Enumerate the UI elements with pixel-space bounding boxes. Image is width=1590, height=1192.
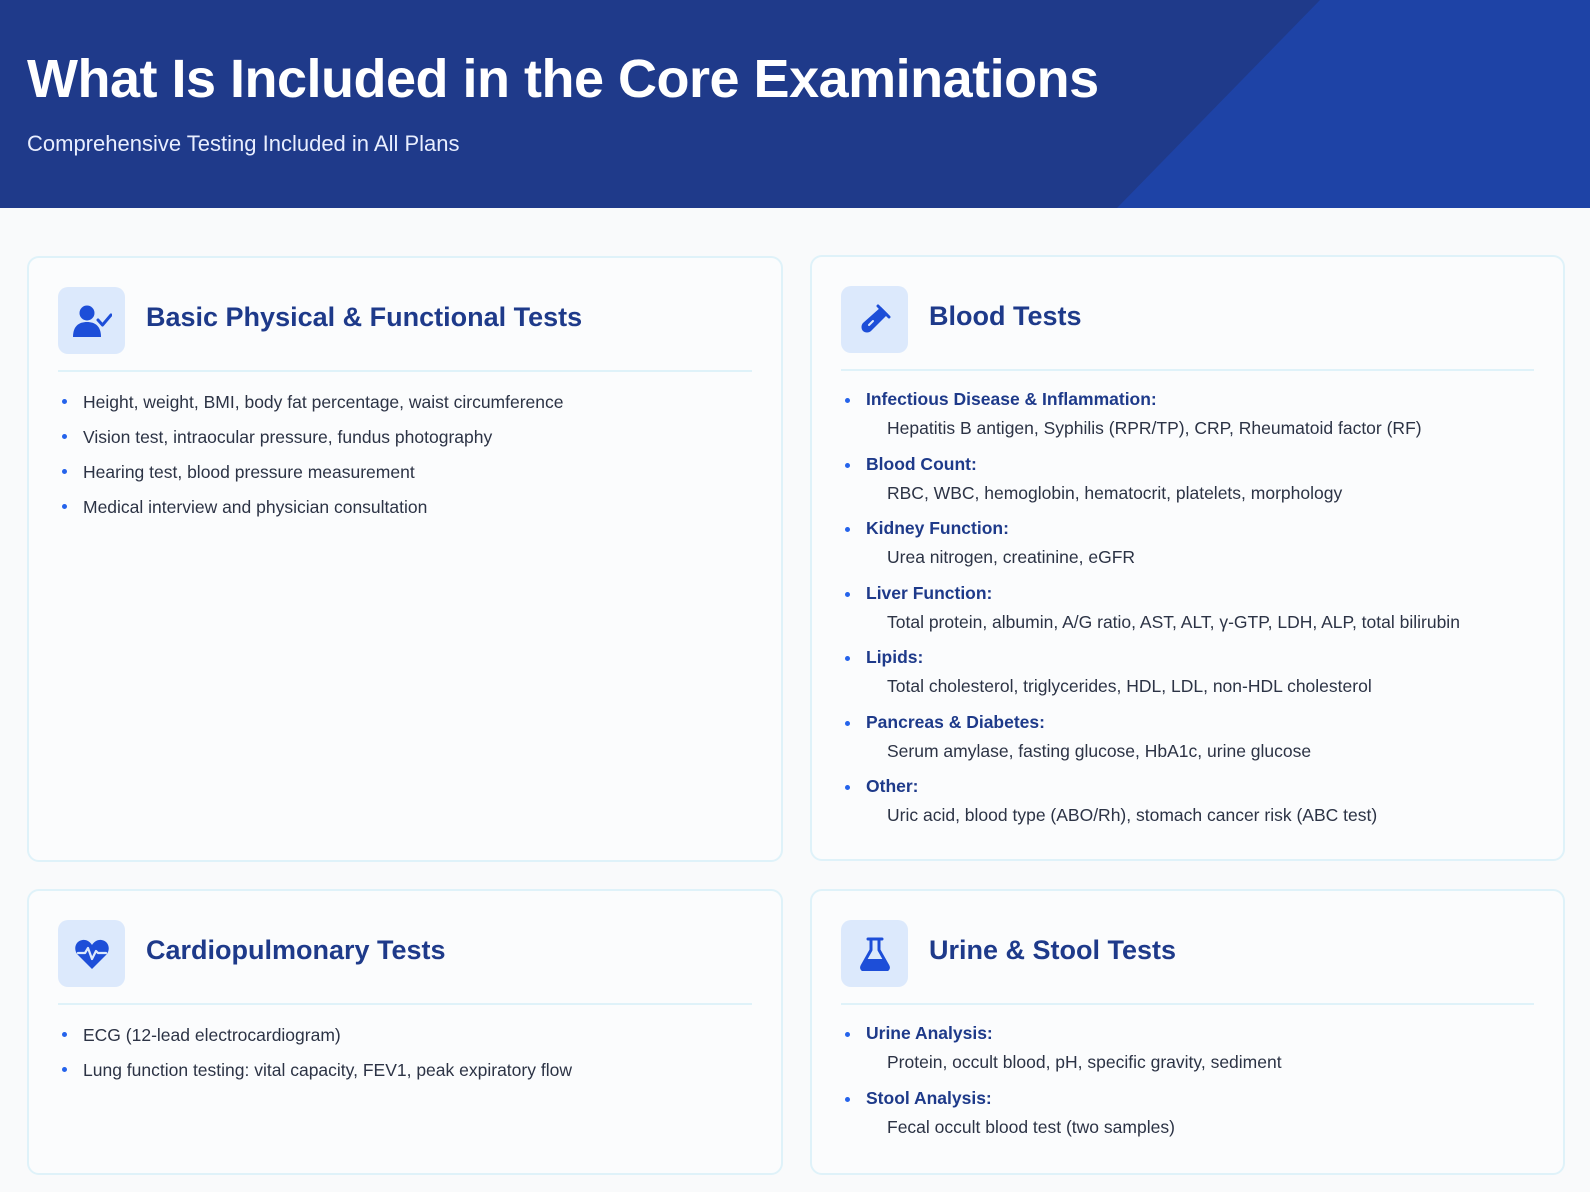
list-item (842, 645, 1460, 710)
flask-icon (841, 920, 908, 987)
cardiopulmonary-tests-list (59, 1021, 572, 1091)
card-divider (841, 1003, 1534, 1005)
card-divider (841, 369, 1534, 371)
user-check-icon (58, 287, 125, 354)
group-label: Pancreas & Diabetes: (866, 711, 1045, 732)
list-item: Medical interview and physician consultation (59, 493, 564, 528)
list-item (842, 452, 1460, 517)
list-item: Lung function testing: vital capacity, FEV1, peak expiratory flow (59, 1056, 572, 1091)
group-value: Uric acid, blood type (ABO/Rh), stomach cancer risk (ABC test) (887, 805, 1378, 825)
group-value: Hepatitis B antigen, Syphilis (RPR/TP), CRP, Rheumatoid factor (RF) (887, 418, 1422, 438)
card-blood-tests (810, 255, 1565, 861)
list-item (842, 1086, 1282, 1151)
card-physical-tests (27, 256, 783, 862)
card-divider (58, 1003, 752, 1005)
list-item (842, 710, 1460, 775)
card-title: Blood Tests (929, 301, 1082, 331)
heart-pulse-icon (58, 920, 125, 987)
card-cardiopulmonary-tests (27, 889, 783, 1175)
card-title: Basic Physical & Functional Tests (146, 302, 583, 332)
group-label: Stool Analysis: (866, 1087, 992, 1108)
list-item: ECG (12-lead electrocardiogram) (59, 1021, 572, 1056)
page-subtitle: Comprehensive Testing Included in All Plans (27, 131, 460, 156)
group-label: Infectious Disease & Inflammation: (866, 389, 1157, 409)
group-value: Serum amylase, fasting glucose, HbA1c, urine glucose (887, 740, 1312, 761)
syringe-icon (841, 286, 908, 353)
group-label: Liver Function: (866, 582, 993, 603)
group-label: Other: (866, 776, 919, 796)
list-item (842, 581, 1460, 646)
urine-stool-tests-list (842, 1021, 1282, 1150)
group-label: Urine Analysis: (866, 1023, 993, 1043)
list-item (842, 516, 1460, 581)
list-item (842, 774, 1460, 839)
group-label: Blood Count: (866, 453, 977, 474)
list-item: Hearing test, blood pressure measurement (59, 458, 564, 493)
group-value: Total protein, albumin, A/G ratio, AST, ALT, γ-GTP, LDH, ALP, total bilirubin (887, 611, 1460, 632)
group-value: Fecal occult blood test (two samples) (887, 1116, 1175, 1137)
list-item (842, 1021, 1282, 1086)
group-label: Lipids: (866, 647, 924, 667)
list-item (842, 387, 1460, 452)
list-item: Vision test, intraocular pressure, fundus photography (59, 423, 564, 458)
card-title: Urine & Stool Tests (929, 935, 1177, 965)
card-urine-stool-tests (810, 889, 1565, 1175)
group-label: Kidney Function: (866, 518, 1009, 538)
page-header (0, 0, 1590, 208)
physical-tests-list (59, 388, 564, 528)
card-divider (58, 370, 752, 372)
group-value: Urea nitrogen, creatinine, eGFR (887, 547, 1136, 567)
list-item: Height, weight, BMI, body fat percentage, waist circumference (59, 388, 564, 423)
group-value: Total cholesterol, triglycerides, HDL, LDL, non-HDL cholesterol (887, 676, 1372, 696)
group-value: RBC, WBC, hemoglobin, hematocrit, platelets, morphology (887, 482, 1343, 503)
card-title: Cardiopulmonary Tests (146, 935, 446, 965)
blood-tests-list (842, 387, 1460, 839)
group-value: Protein, occult blood, pH, specific gravity, sediment (887, 1052, 1282, 1072)
page-title: What Is Included in the Core Examinations (27, 49, 1099, 109)
